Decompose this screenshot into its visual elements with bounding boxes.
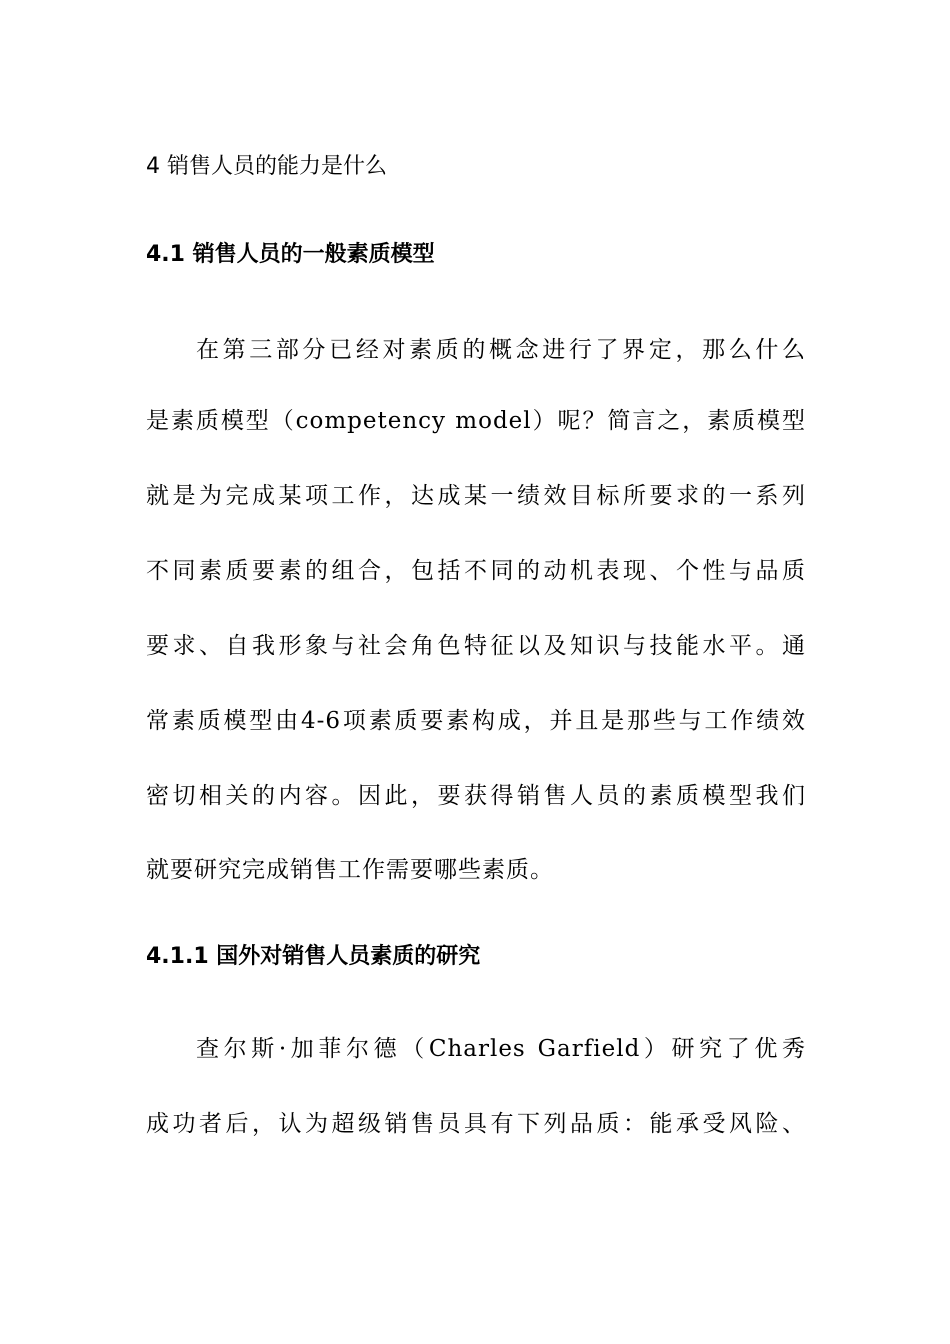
subsection-heading: 4.1.1 国外对销售人员素质的研究 — [146, 944, 481, 969]
paragraph-line: 常素质模型由4-6项素质要素构成，并且是那些与工作绩效 — [146, 708, 806, 734]
section-heading: 4.1 销售人员的一般素质模型 — [146, 242, 435, 267]
paragraph-line: 成功者后，认为超级销售员具有下列品质：能承受风险、 — [146, 1111, 806, 1137]
chapter-heading: 4 销售人员的能力是什么 — [146, 154, 387, 179]
paragraph-line: 在第三部分已经对素质的概念进行了界定，那么什么 — [196, 337, 806, 363]
paragraph-line: 就要研究完成销售工作需要哪些素质。 — [146, 857, 554, 883]
paragraph-line: 密切相关的内容。因此，要获得销售人员的素质模型我们 — [146, 783, 806, 809]
paragraph-line: 不同素质要素的组合，包括不同的动机表现、个性与品质 — [146, 558, 806, 584]
paragraph-line: 就是为完成某项工作，达成某一绩效目标所要求的一系列 — [146, 483, 806, 509]
paragraph-line: 是素质模型（competency model）呢？简言之，素质模型 — [146, 408, 806, 434]
paragraph-line: 查尔斯·加菲尔德（Charles Garfield）研究了优秀 — [196, 1036, 806, 1062]
paragraph-line: 要求、自我形象与社会角色特征以及知识与技能水平。通 — [146, 633, 806, 659]
